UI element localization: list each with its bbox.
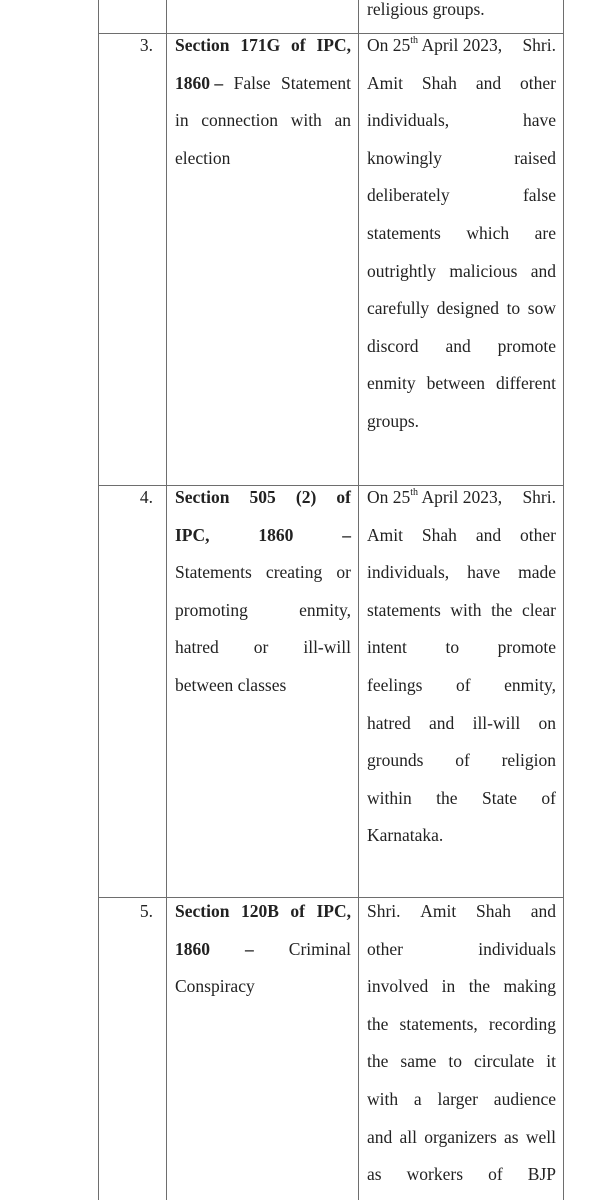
table-border-col1 [166, 0, 167, 1200]
desc-line: religious groups. [367, 0, 485, 19]
table-row-5-description: Shri. Amit Shah and other individuals involved in the making the statements, recording the same to circulate it with a larger audience and all organizers as well as workers of BJP [367, 901, 556, 1185]
table-row-5-number: 5. [139, 901, 153, 921]
table-row-3-description: On 25th April 2023, Shri. Amit Shah and other individuals, have knowingly raised deliberately false statements which are outrightly malicious and carefully designed to sow discord and promote enmity between different groups. [367, 35, 556, 431]
table-border-col2 [358, 0, 359, 1200]
table-row-4-description: On 25th April 2023, Shri. Amit Shah and other individuals, have made statements with the clear intent to promote feelings of enmity, hatred and ill-will on grounds of religion within the State of Karnataka. [367, 487, 556, 846]
table-row-prev-description [367, 0, 556, 29]
table-border-left [98, 0, 99, 1200]
table-row-4-number: 4. [139, 487, 153, 507]
table-row-5-section: Section 120B of IPC, 1860 – Criminal Conspiracy [175, 901, 351, 997]
table-row-3-section: Section 171G of IPC, 1860 – False Statement in connection with an election [175, 35, 351, 168]
table-border-right [563, 0, 564, 1200]
table-row-4-section: Section 505 (2) of IPC, 1860 – Statements creating or promoting enmity, hatred or ill-will between classes [175, 487, 351, 695]
table-row-3-number: 3. [139, 35, 153, 55]
